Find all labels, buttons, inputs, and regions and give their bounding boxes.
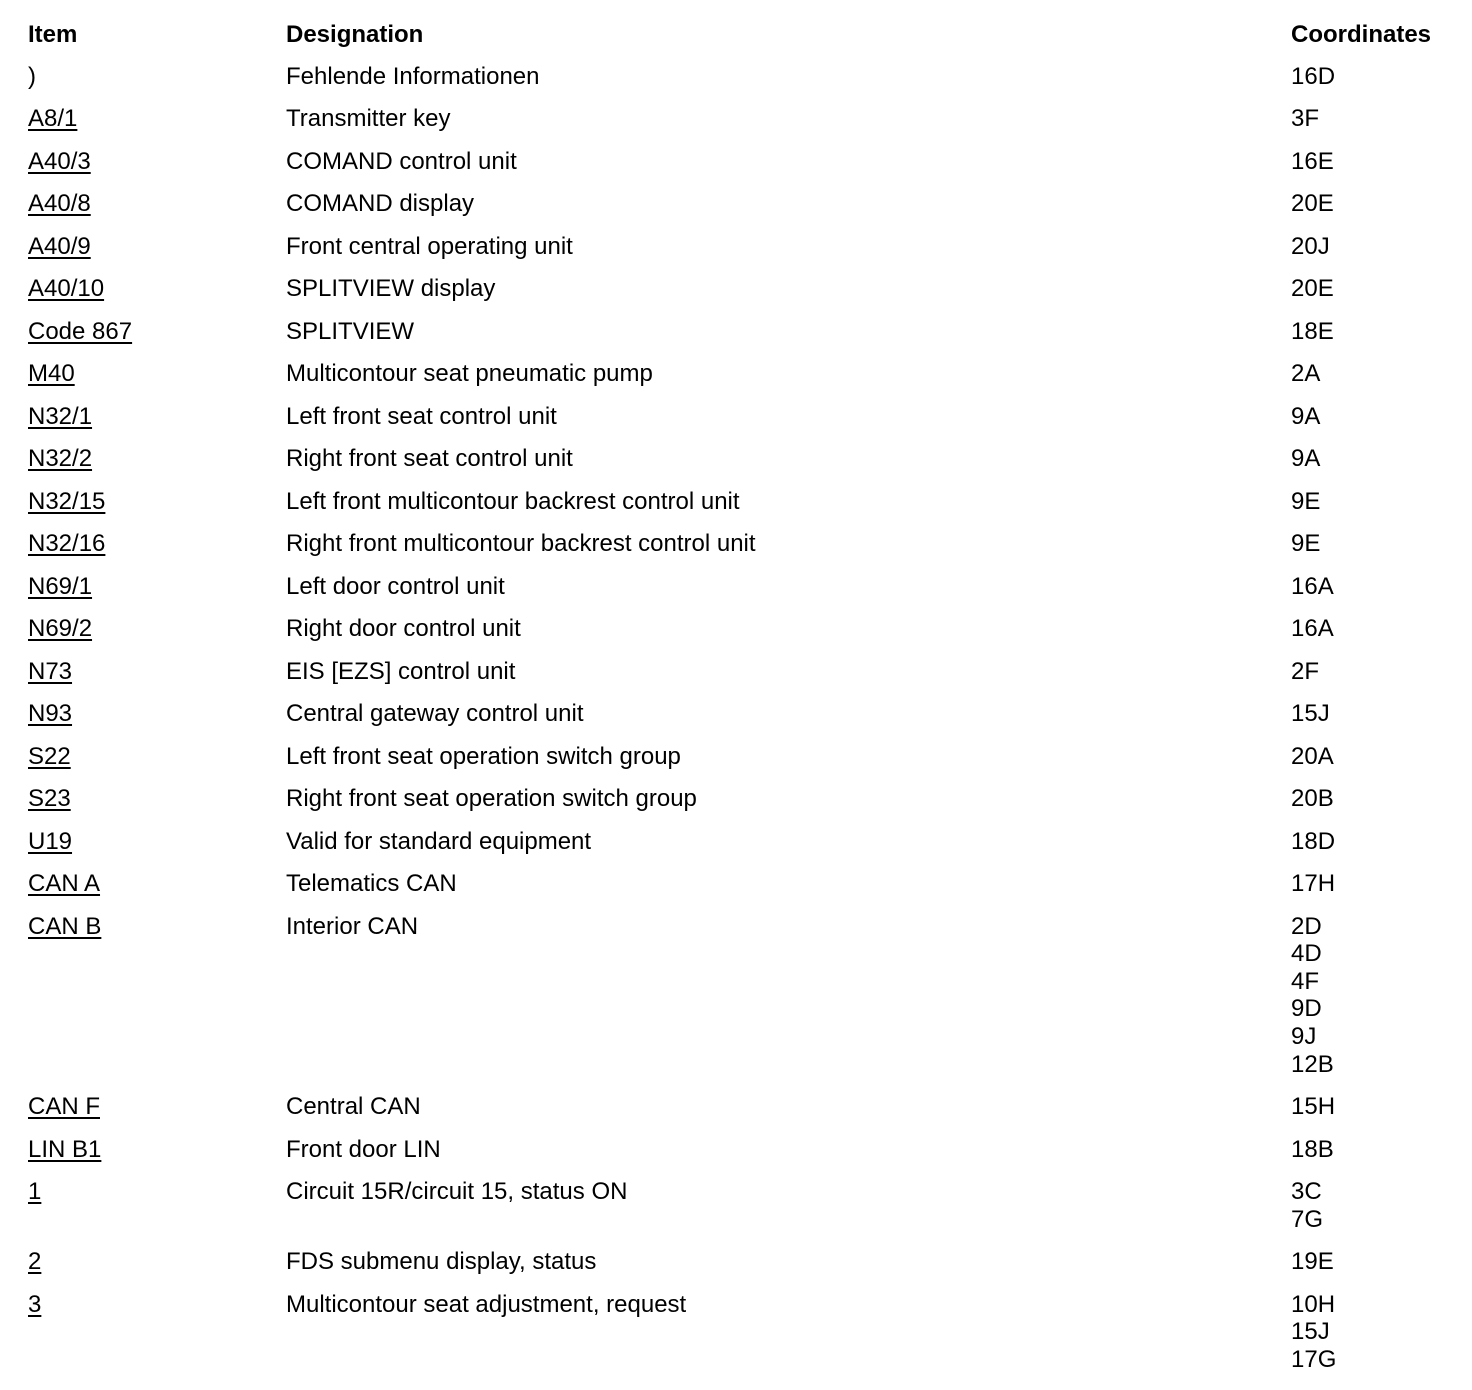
coordinates-cell [1291, 141, 1458, 183]
table-row [28, 226, 1458, 268]
table-row [28, 56, 1458, 98]
item-link[interactable]: CAN A [28, 870, 101, 898]
coordinate-value: 9E [1291, 530, 1321, 558]
coordinate-value: 2F [1291, 657, 1320, 685]
item-cell [28, 566, 286, 608]
table-row [28, 523, 1458, 565]
table-row [28, 1241, 1458, 1283]
coordinate-value: 17G [1291, 1345, 1337, 1373]
item-link[interactable]: Code 867 [28, 317, 133, 345]
coordinates-cell [1291, 396, 1458, 438]
coordinate-value: 2D [1291, 912, 1322, 940]
item-cell [28, 438, 286, 480]
item-cell [28, 141, 286, 183]
item-cell [28, 608, 286, 650]
item-cell [28, 98, 286, 140]
coordinate-value: 10H [1291, 1290, 1336, 1318]
header-item: Item [28, 21, 78, 48]
coordinates-cell [1291, 736, 1458, 778]
item-link[interactable]: CAN F [28, 1093, 100, 1121]
item-link[interactable]: S23 [28, 785, 71, 813]
coordinates-cell [1291, 523, 1458, 565]
coordinates-cell [1291, 778, 1458, 820]
coordinate-value: 20E [1291, 190, 1334, 218]
item-cell [28, 778, 286, 820]
table-row [28, 268, 1458, 310]
table-row [28, 481, 1458, 523]
coordinate-value: 9E [1291, 487, 1321, 515]
item-link[interactable]: S22 [28, 742, 71, 770]
designation-cell: Central CAN [286, 1093, 421, 1121]
designation-cell: Valid for standard equipment [286, 827, 592, 855]
item-cell [28, 396, 286, 438]
designation-cell: Circuit 15R/circuit 15, status ON [286, 1178, 628, 1206]
header-coordinates: Coordinates [1291, 21, 1432, 48]
designation-cell: Central gateway control unit [286, 700, 584, 728]
header-designation: Designation [286, 21, 424, 48]
item-link[interactable]: N69/1 [28, 572, 93, 600]
coordinate-value: 2A [1291, 360, 1321, 388]
item-cell [28, 1129, 286, 1171]
coordinates-cell [1291, 863, 1458, 905]
designation-cell: Left front seat operation switch group [286, 742, 681, 770]
coordinate-value: 18E [1291, 317, 1334, 345]
item-link[interactable]: N32/2 [28, 445, 93, 473]
item-cell [28, 821, 286, 863]
designation-cell: Front door LIN [286, 1135, 441, 1163]
coordinate-value: 20B [1291, 785, 1334, 813]
coordinates-cell [1291, 906, 1458, 1086]
designation-cell: FDS submenu display, status [286, 1248, 597, 1276]
header-row [28, 18, 1458, 56]
table-row [28, 778, 1458, 820]
designation-cell: Telematics CAN [286, 870, 457, 898]
coordinates-cell [1291, 1129, 1458, 1171]
coordinates-cell [1291, 56, 1458, 98]
coordinates-cell [1291, 183, 1458, 225]
coordinates-cell [1291, 226, 1458, 268]
coordinate-value: 20J [1291, 232, 1330, 260]
coordinates-cell [1291, 353, 1458, 395]
table-row [28, 311, 1458, 353]
coordinates-cell [1291, 608, 1458, 650]
table-row [28, 141, 1458, 183]
coordinates-cell [1291, 98, 1458, 140]
item-link[interactable]: LIN B1 [28, 1135, 102, 1163]
designation-cell: Right door control unit [286, 615, 521, 643]
table-row [28, 736, 1458, 778]
item-link[interactable]: N69/2 [28, 615, 93, 643]
coordinates-cell [1291, 481, 1458, 523]
coordinates-cell [1291, 821, 1458, 863]
coordinates-cell [1291, 438, 1458, 480]
coordinates-cell [1291, 651, 1458, 693]
item-cell [28, 863, 286, 905]
table-row [28, 1086, 1458, 1128]
designation-cell: Transmitter key [286, 105, 451, 133]
designation-cell: Front central operating unit [286, 232, 573, 260]
designation-cell: Right front seat control unit [286, 445, 573, 473]
coordinate-value: 20E [1291, 275, 1334, 303]
item-cell [28, 1171, 286, 1241]
table-row [28, 651, 1458, 693]
item-link[interactable]: CAN B [28, 912, 102, 940]
coordinate-value: 20A [1291, 742, 1334, 770]
table-row [28, 821, 1458, 863]
table-row [28, 396, 1458, 438]
coordinate-value: 4D [1291, 940, 1322, 968]
item-link[interactable]: N32/15 [28, 487, 106, 515]
item-link[interactable]: 2 [28, 1248, 42, 1276]
designation-cell: COMAND display [286, 190, 475, 218]
coordinates-cell [1291, 566, 1458, 608]
table-row [28, 693, 1458, 735]
table-row [28, 566, 1458, 608]
item-link[interactable]: A8/1 [28, 105, 78, 133]
legend-table [28, 18, 1458, 1381]
item-link[interactable]: N93 [28, 700, 73, 728]
table-row [28, 183, 1458, 225]
item-label: ) [28, 63, 36, 90]
coordinate-value: 16D [1291, 63, 1336, 90]
item-cell [28, 311, 286, 353]
item-link[interactable]: M40 [28, 360, 75, 388]
coordinates-cell [1291, 1241, 1458, 1283]
coordinate-value: 9D [1291, 995, 1322, 1023]
coordinates-cell [1291, 1086, 1458, 1128]
item-link[interactable]: 3 [28, 1290, 42, 1318]
coordinate-value: 9A [1291, 402, 1321, 430]
item-cell [28, 736, 286, 778]
coordinate-value: 9A [1291, 445, 1321, 473]
item-cell [28, 56, 286, 98]
item-cell [28, 481, 286, 523]
item-link[interactable]: A40/8 [28, 190, 91, 218]
designation-cell: Multicontour seat pneumatic pump [286, 360, 653, 388]
coordinate-value: 3F [1291, 105, 1320, 133]
coordinates-cell [1291, 693, 1458, 735]
table-row [28, 906, 1458, 1086]
table-row [28, 608, 1458, 650]
designation-cell: Left front multicontour backrest control unit [286, 487, 740, 515]
coordinate-value: 15H [1291, 1093, 1336, 1121]
coordinate-value: 17H [1291, 870, 1336, 898]
table-row [28, 1171, 1458, 1241]
coordinates-cell [1291, 1171, 1458, 1241]
coordinates-cell [1291, 1284, 1458, 1382]
item-cell [28, 906, 286, 1086]
designation-cell: Interior CAN [286, 912, 419, 940]
coordinate-value: 16A [1291, 615, 1334, 643]
item-cell [28, 523, 286, 565]
coordinate-value: 15J [1291, 700, 1330, 728]
item-cell [28, 183, 286, 225]
item-link[interactable]: A40/3 [28, 147, 91, 175]
designation-cell: EIS [EZS] control unit [286, 657, 516, 685]
designation-cell: SPLITVIEW [286, 317, 415, 345]
item-cell [28, 353, 286, 395]
item-link[interactable]: N32/16 [28, 530, 106, 558]
coordinate-value: 18B [1291, 1135, 1334, 1163]
item-cell [28, 268, 286, 310]
coordinate-value: 18D [1291, 827, 1336, 855]
table-row [28, 438, 1458, 480]
item-link[interactable]: N32/1 [28, 402, 93, 430]
designation-cell: Fehlende Informationen [286, 63, 540, 90]
designation-cell: Right front multicontour backrest control unit [286, 530, 756, 558]
item-cell [28, 1086, 286, 1128]
designation-cell: SPLITVIEW display [286, 275, 496, 303]
table-row [28, 1129, 1458, 1171]
coordinates-cell [1291, 311, 1458, 353]
item-cell [28, 1241, 286, 1283]
item-link[interactable]: A40/10 [28, 275, 105, 303]
table-row [28, 353, 1458, 395]
item-link[interactable]: U19 [28, 827, 73, 855]
coordinate-value: 19E [1291, 1248, 1334, 1276]
item-link[interactable]: N73 [28, 657, 73, 685]
item-link[interactable]: A40/9 [28, 232, 91, 260]
item-cell [28, 226, 286, 268]
coordinate-value: 3C [1291, 1178, 1322, 1206]
item-link[interactable]: 1 [28, 1178, 42, 1206]
coordinate-value: 16A [1291, 572, 1334, 600]
designation-cell: Right front seat operation switch group [286, 785, 697, 813]
coordinate-value: 15J [1291, 1318, 1330, 1346]
coordinate-value: 7G [1291, 1205, 1324, 1233]
coordinate-value: 4F [1291, 967, 1320, 995]
table-row [28, 863, 1458, 905]
designation-cell: Left door control unit [286, 572, 505, 600]
item-cell [28, 1284, 286, 1382]
designation-cell: Multicontour seat adjustment, request [286, 1290, 687, 1318]
coordinate-value: 16E [1291, 147, 1334, 175]
legend-rows [28, 56, 1458, 1381]
coordinate-value: 9J [1291, 1023, 1317, 1051]
item-cell [28, 651, 286, 693]
designation-cell: Left front seat control unit [286, 402, 557, 430]
coordinates-cell [1291, 268, 1458, 310]
item-cell [28, 693, 286, 735]
table-row [28, 1284, 1458, 1382]
table-row [28, 98, 1458, 140]
coordinate-value: 12B [1291, 1050, 1334, 1078]
designation-cell: COMAND control unit [286, 147, 517, 175]
